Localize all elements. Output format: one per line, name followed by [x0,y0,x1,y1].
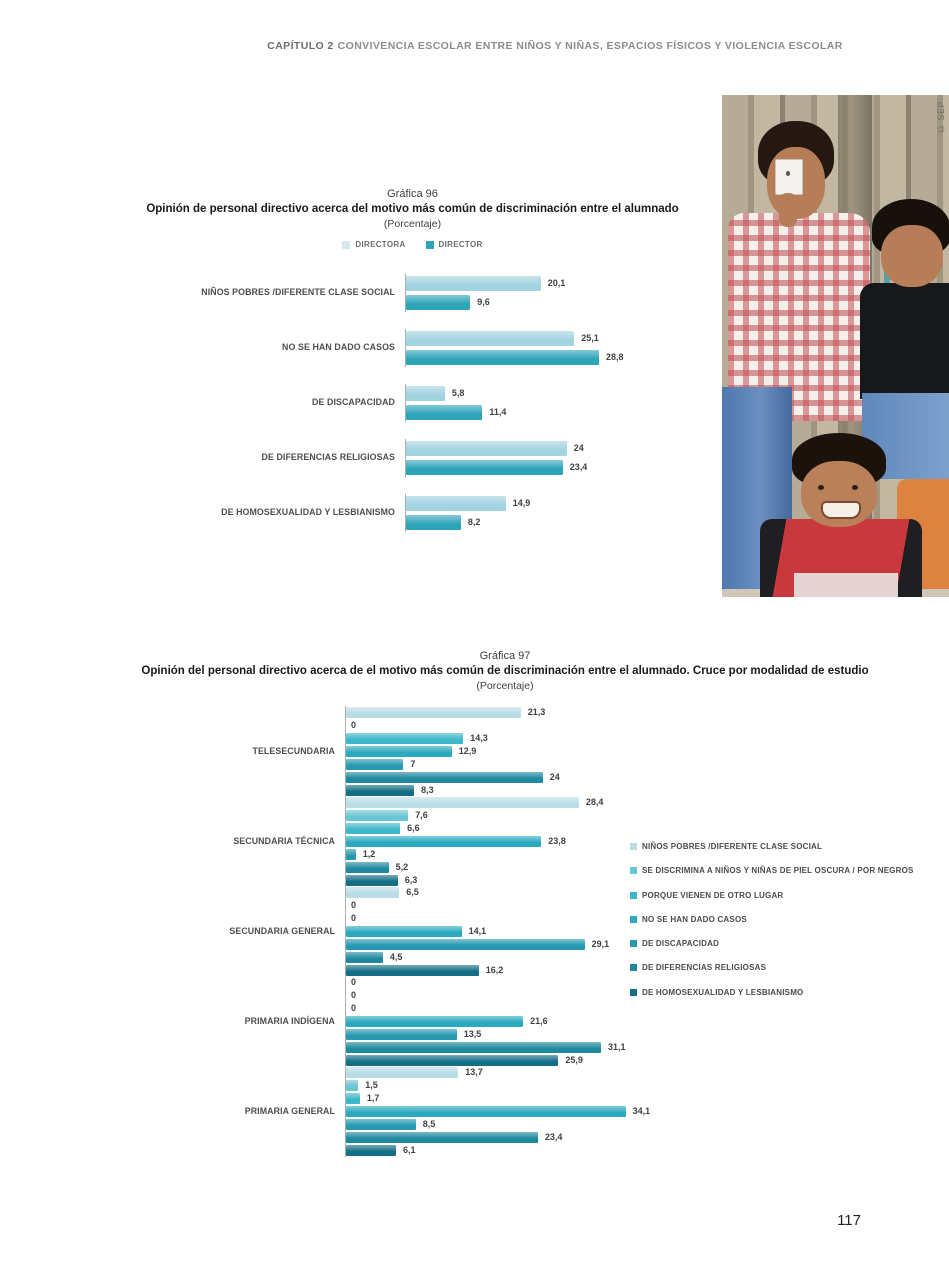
bar-value-label: 31,1 [608,1042,626,1052]
legend-item [630,988,915,999]
category-bars [405,384,705,422]
legend-swatch [426,241,434,249]
photo-card-mark [786,171,790,176]
bar [346,759,403,770]
bar-line [406,460,705,475]
bar [346,1055,558,1066]
category-label: SECUNDARIA TÉCNICA [233,835,335,846]
bar-value-label: 13,7 [465,1067,483,1077]
bar-value-label: 24 [573,443,584,453]
chart-grafica-96 [120,188,705,540]
bar-value-label: 9,6 [477,297,490,307]
bar-line [406,405,705,420]
category-label: PRIMARIA GENERAL [244,1105,335,1116]
chart-plot-area [120,265,705,540]
bar-value-label: 1,5 [365,1080,378,1090]
bar-value-label: 4,5 [389,952,403,962]
bar [406,350,599,365]
bar-line [346,797,895,808]
chart-unit-label: (Porcentaje) [383,218,442,230]
bar [346,823,400,834]
legend-item [342,240,405,249]
bar-value-label: 12,9 [458,746,477,756]
chapter-title: CONVIVENCIA ESCOLAR ENTRE NIÑOS Y NIÑAS, ESPACIOS FÍSICOS Y VIOLENCIA ESCOLAR [337,40,843,52]
bar [346,965,479,976]
bar-value-label: 28,4 [585,797,604,807]
bar [406,276,541,291]
bar [346,1119,416,1130]
legend-label: NO SE HAN DADO CASOS [642,914,747,924]
category-bars [405,494,705,532]
bar-value-label: 11,4 [489,407,507,417]
category-label: SECUNDARIA GENERAL [229,925,335,936]
legend-item [630,866,915,877]
category-row [120,320,705,375]
bar-value-label: 29,1 [591,939,610,949]
legend-item [630,963,915,974]
bar [346,772,543,783]
bar-value-label: 23,4 [544,1132,563,1142]
bar [346,1016,523,1027]
category-bars [405,439,705,477]
bar [406,405,482,420]
bar [406,460,563,475]
bar-line [346,772,895,783]
photo-boy-left-card [775,159,803,195]
legend-item [426,240,483,249]
bar-value-label: 20,1 [547,278,566,288]
category-bars [405,274,705,312]
bar-value-label: 5,2 [395,862,409,872]
bar-line [346,746,895,757]
bar [346,939,585,950]
bar-line [346,1145,895,1156]
bar-line [406,515,705,530]
bar-value-label: 6,1 [403,1145,416,1155]
bar-line [346,1080,895,1091]
bar-value-label: 6,6 [407,823,420,833]
chart-legend [630,842,915,999]
bar [346,785,414,796]
bar-value-label: 0 [351,900,357,910]
chapter-label: CAPÍTULO 2 [267,40,334,52]
photo [722,95,949,597]
photo-boy-right-shirt [860,283,949,399]
bar-value-label: 5,8 [451,388,465,398]
legend-label: NIÑOS POBRES /DIFERENTE CLASE SOCIAL [642,842,823,851]
chart-title: Gráfica 97 [479,650,531,662]
legend-label: DE DISCAPACIDAD [642,939,720,949]
category-row [120,375,705,430]
bar-value-label: 8,5 [422,1119,436,1129]
bar-line [346,733,895,744]
bar-line [406,441,705,456]
bar-value-label: 23,8 [548,836,566,846]
bar-line [346,759,895,770]
chart-subtitle: Opinión de personal directivo acerca del motivo más común de discriminación entre el alumnado [146,203,679,215]
category-row [120,430,705,485]
photo-boy-front-shirt-band [794,573,898,597]
bar [406,295,470,310]
bar-value-label: 25,9 [565,1055,583,1065]
legend-label: SE DISCRIMINA A NIÑOS Y NIÑAS DE PIEL OSCURA / POR NEGROS [642,866,914,876]
legend-swatch [630,843,637,850]
category-label: DE DIFERENCIAS RELIGIOSAS [261,452,395,462]
bar-line [346,1119,895,1130]
bar-value-label: 34,1 [632,1106,651,1116]
bar [406,496,506,511]
legend-label: DE DIFERENCIAS RELIGIOSAS [642,963,767,973]
bar [406,515,461,530]
category-bars [405,329,705,367]
bar [346,1080,358,1091]
category-row [115,706,895,796]
bar-value-label: 13,5 [463,1029,482,1039]
bar-line [406,295,705,310]
bar-value-label: 16,2 [485,965,504,975]
bar-line [406,386,705,401]
bar [346,1029,457,1040]
bar-line [346,785,895,796]
bar-value-label: 14,1 [468,926,487,936]
category-label: DE HOMOSEXUALIDAD Y LESBIANISMO [221,507,395,517]
chart-subtitle: Opinión del personal directivo acerca de el motivo más común de discriminación entre el alumnado. Cruce por modalidad de estudio [141,665,869,677]
bar [346,926,462,937]
bar [346,1042,601,1053]
bar-value-label: 23,4 [569,462,588,472]
photo-boy-front-smile [821,501,861,519]
photo-credit: © SEP [936,101,946,135]
chart-grafica-97 [115,650,914,1156]
legend-swatch [630,892,637,899]
category-label: TELESECUNDARIA [252,745,335,756]
bar-line [346,1067,895,1078]
bar-line [346,707,895,718]
bar-line [406,331,705,346]
bar-value-label: 21,3 [527,707,546,717]
bar [346,1145,396,1156]
bar [346,887,399,898]
bar-value-label: 8,3 [421,785,434,795]
category-bars [345,706,895,797]
bar-value-label: 8,2 [467,517,481,527]
bar [346,1067,458,1078]
photo-boy-left-hand [779,193,797,227]
bar [346,1093,360,1104]
category-row [120,265,705,320]
bar-value-label: 1,2 [362,849,376,859]
category-bars [345,1066,895,1157]
page-header [220,40,890,52]
category-row [120,485,705,540]
photo-boy-front-eyes [818,485,824,490]
legend-swatch [630,867,637,874]
category-label: NIÑOS POBRES /DIFERENTE CLASE SOCIAL [201,287,395,297]
legend-label: PORQUE VIENEN DE OTRO LUGAR [642,890,784,900]
bar-line [406,276,705,291]
bar-line [406,350,705,365]
bar-value-label: 6,3 [404,875,418,885]
bar-value-label: 7,6 [415,810,428,820]
legend-item [630,842,915,853]
legend-label: DIRECTORA [355,240,406,249]
bar-line [346,1003,895,1014]
legend-item [630,939,915,950]
bar [346,849,356,860]
bar-value-label: 14,9 [512,498,531,508]
bar-value-label: 7 [410,759,416,769]
legend-label: DIRECTOR [438,240,483,249]
bar-value-label: 1,7 [366,1093,380,1103]
bar-line [346,1055,895,1066]
bar [346,875,398,886]
bar-value-label: 14,3 [470,733,488,743]
legend-swatch [342,241,350,249]
chart-title: Gráfica 96 [387,188,438,200]
bar-line [346,1042,895,1053]
bar-value-label: 0 [351,990,357,1000]
bar [346,810,408,821]
legend-swatch [630,940,637,947]
category-row [115,1066,895,1156]
legend-item [630,891,915,902]
category-label: NO SE HAN DADO CASOS [282,342,395,352]
photo-boy-right-face [881,225,943,287]
bar-value-label: 24 [549,772,560,782]
page-number: 117 [837,1212,861,1229]
bar-value-label: 6,5 [406,887,419,897]
bar [346,733,463,744]
bar-line [346,810,895,821]
bar-line [346,823,895,834]
chart-unit-label: (Porcentaje) [476,680,534,692]
bar [346,797,579,808]
category-label: PRIMARIA INDÍGENA [244,1015,335,1026]
chart-legend [120,240,705,249]
bar-value-label: 0 [351,720,357,730]
bar [346,746,452,757]
bar-line [406,496,705,511]
bar-line [346,720,895,731]
bar [406,441,567,456]
bar [346,1106,626,1117]
bar-value-label: 0 [351,1003,357,1013]
bar-value-label: 0 [351,913,357,923]
bar-value-label: 28,8 [606,352,624,362]
legend-swatch [630,989,637,996]
bar [406,331,574,346]
bar-line [346,1029,895,1040]
bar [346,1132,538,1143]
legend-swatch [630,964,637,971]
bar-value-label: 21,6 [530,1016,548,1026]
bar-line [346,1016,895,1027]
bar [406,386,445,401]
legend-swatch [630,916,637,923]
bar-line [346,1106,895,1117]
legend-label: DE HOMOSEXUALIDAD Y LESBIANISMO [642,987,804,997]
bar [346,952,383,963]
bar [346,707,521,718]
bar-value-label: 0 [351,977,357,987]
bar-line [346,1093,895,1104]
bar-line [346,1132,895,1143]
bar-value-label: 25,1 [581,333,599,343]
legend-item [630,915,915,926]
bar [346,836,541,847]
bar [346,862,389,873]
category-label: DE DISCAPACIDAD [312,397,395,407]
